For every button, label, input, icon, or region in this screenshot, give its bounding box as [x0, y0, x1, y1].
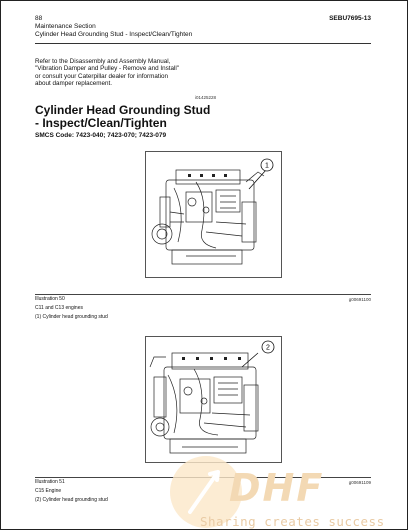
callout-1-number: 1 — [265, 162, 269, 170]
figure-caption-1 — [35, 295, 108, 322]
intro-line: "Vibration Damper and Pulley - Remove and Install" — [35, 65, 180, 73]
watermark-tagline: Sharing creates success — [200, 514, 385, 529]
callout-caption: (2) Cylinder head grounding stud — [35, 497, 108, 503]
engine-applicability: C15 Engine — [35, 488, 62, 494]
header-divider — [35, 43, 371, 44]
intro-paragraph — [35, 58, 179, 88]
callout-caption: (1) Cylinder head grounding stud — [35, 314, 108, 320]
illustration-label: Illustration 50 — [35, 296, 65, 302]
watermark-logo: DHF — [229, 466, 325, 510]
title-line-1: Cylinder Head Grounding Stud — [35, 103, 211, 117]
engine-drawing-1 — [146, 152, 281, 277]
figure-caption-2 — [35, 478, 108, 505]
smcs-code: SMCS Code: 7423-040; 7423-070; 7423-079 — [35, 132, 167, 139]
intro-line: or consult your Caterpillar dealer for information — [35, 72, 168, 80]
intro-line: Refer to the Disassembly and Assembly Manual, — [35, 58, 171, 65]
callout-2-number: 2 — [266, 344, 270, 352]
page-header-left — [35, 15, 192, 39]
document-id: SEBU7695-13 — [329, 15, 371, 22]
illustration-label: Illustration 51 — [35, 479, 65, 485]
engine-illustration-1 — [145, 151, 282, 278]
engine-applicability: C11 and C13 engines — [35, 305, 83, 311]
article-code-id: i01425228 — [195, 95, 217, 100]
header-subject: Cylinder Head Grounding Stud - Inspect/Clean/Tighten — [35, 31, 193, 38]
title-line-2: - Inspect/Clean/Tighten — [35, 116, 167, 130]
page-number: 88 — [35, 15, 43, 22]
figure-image-id-2: g00691109 — [348, 480, 371, 485]
section-name: Maintenance Section — [35, 23, 96, 30]
article-title — [35, 104, 210, 130]
intro-line: about damper replacement. — [35, 80, 113, 88]
figure-image-id-1: g00691100 — [348, 297, 371, 302]
